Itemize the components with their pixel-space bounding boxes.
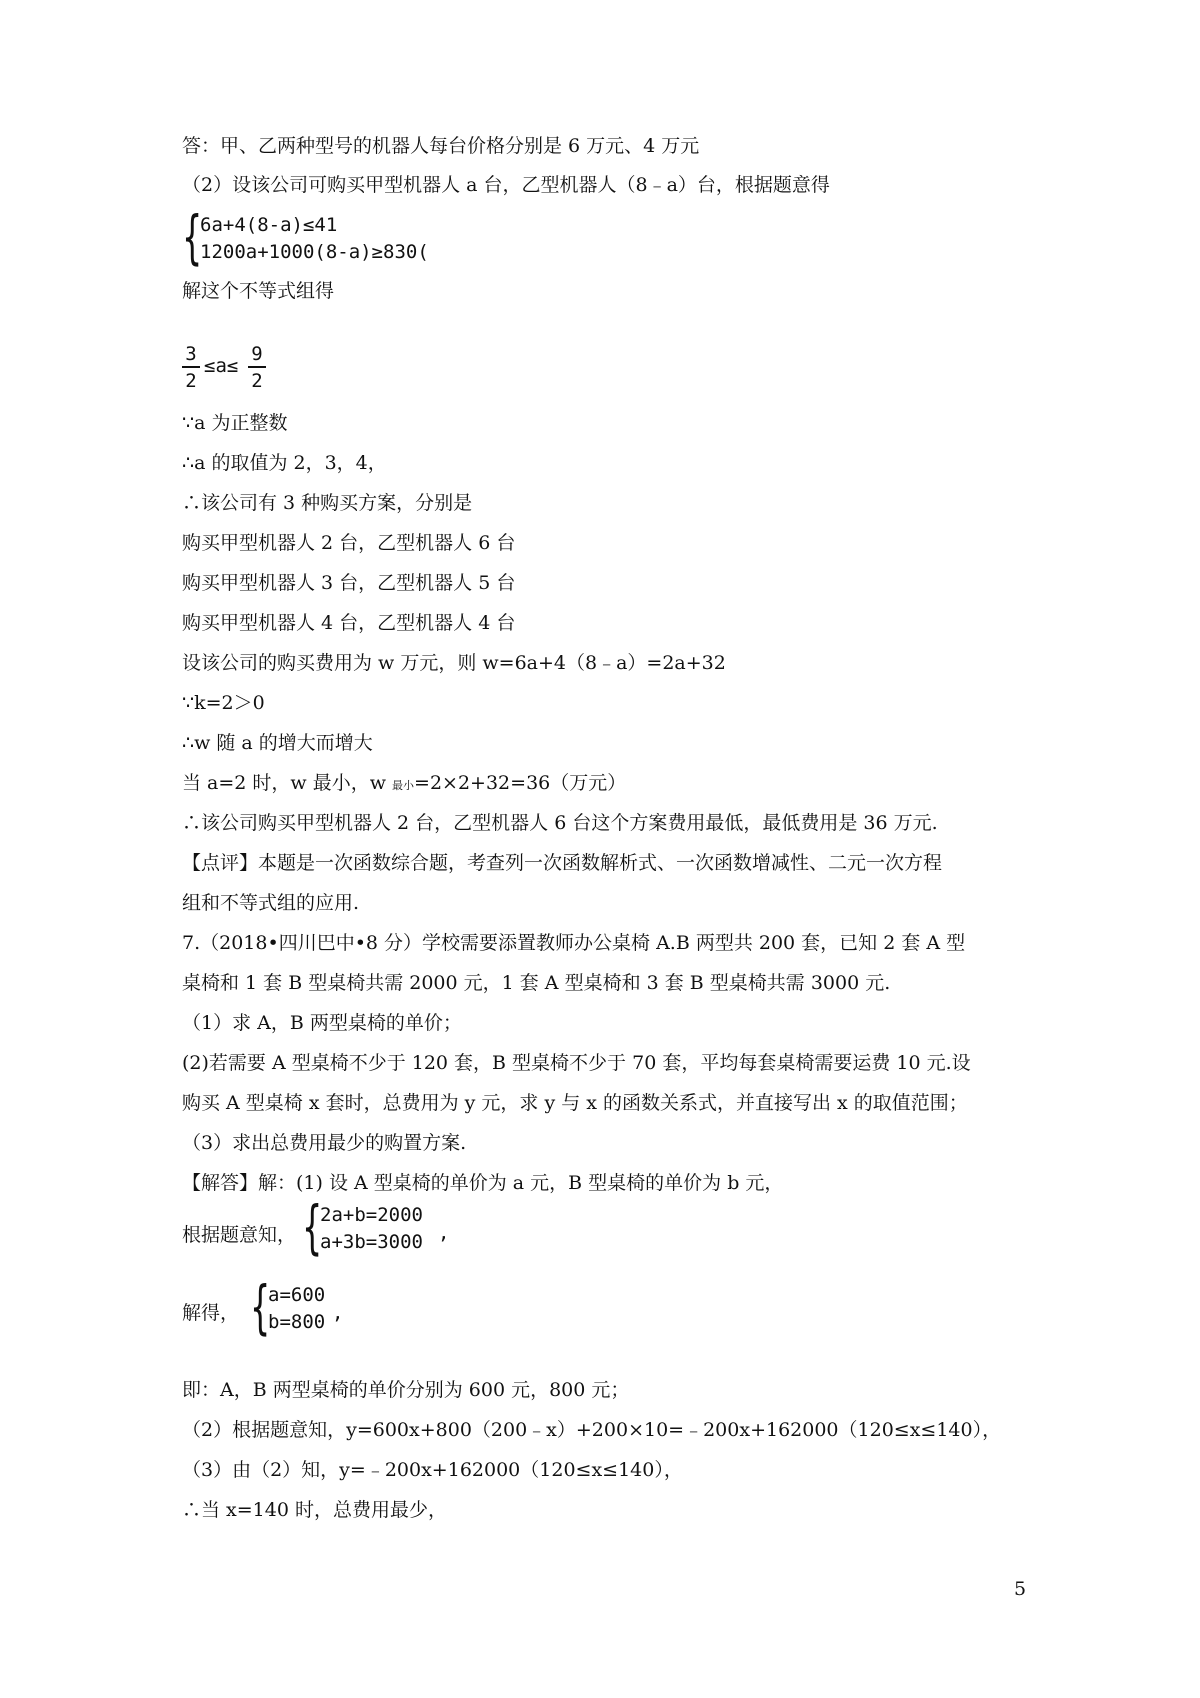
text-span: 当 a=2 时，w 最小，w bbox=[182, 772, 393, 794]
system-row-2: 1200a+1000(8-a)≥830( bbox=[200, 241, 429, 263]
text-line: 购买甲型机器人 2 台，乙型机器人 6 台 bbox=[182, 532, 516, 554]
problem-7-line: 桌椅和 1 套 B 型桌椅共需 2000 元，1 套 A 型桌椅和 3 套 B 型桌椅共需 3000 元. bbox=[182, 972, 891, 994]
text-span: =2×2+32=36（万元） bbox=[414, 772, 627, 794]
text-line: 根据题意知， bbox=[182, 1224, 297, 1246]
system-brace: { bbox=[302, 1193, 323, 1261]
text-line: 设该公司的购买费用为 w 万元，则 w=6a+4（8﹣a）=2a+32 bbox=[182, 652, 726, 674]
text-line bbox=[182, 770, 626, 799]
system-brace: { bbox=[182, 203, 203, 271]
text-line: ∴当 x=140 时，总费用最少， bbox=[182, 1499, 447, 1521]
problem-7-line: (2)若需要 A 型桌椅不少于 120 套，B 型桌椅不少于 70 套，平均每套桌椅需要运费 10 元.设 bbox=[182, 1052, 971, 1074]
text-line: ∴w 随 a 的增大而增大 bbox=[182, 732, 373, 754]
text-line: ∴该公司购买甲型机器人 2 台，乙型机器人 6 台这个方案费用最低，最低费用是 36 万元. bbox=[182, 812, 938, 834]
system-comma: , bbox=[438, 1222, 450, 1244]
solve-system-line: 解这个不等式组得 bbox=[182, 280, 335, 302]
problem-7-line: 7.（2018•四川巴中•8 分）学校需要添置教师办公桌椅 A.B 两型共 200 套，已知 2 套 A 型 bbox=[182, 932, 966, 954]
problem-7-line: 购买 A 型桌椅 x 套时，总费用为 y 元，求 y 与 x 的函数关系式，并直接写出 x 的取值范围； bbox=[182, 1092, 968, 1114]
page-number: 5 bbox=[1014, 1578, 1027, 1600]
solution-line: 【解答】解：(1) 设 A 型桌椅的单价为 a 元，B 型桌椅的单价为 b 元， bbox=[182, 1172, 784, 1194]
fraction-denominator: 2 bbox=[251, 370, 263, 392]
system-comma: , bbox=[332, 1302, 344, 1324]
text-line: 解得， bbox=[182, 1302, 240, 1324]
part2-setup-line: （2）设该公司可购买甲型机器人 a 台，乙型机器人（8﹣a）台，根据题意得 bbox=[182, 174, 830, 196]
text-line: ∵a 为正整数 bbox=[182, 412, 288, 434]
system-row-1: 6a+4(8-a)≤41 bbox=[200, 214, 338, 236]
system-row-1: 2a+b=2000 bbox=[320, 1204, 423, 1226]
system-brace: { bbox=[250, 1273, 271, 1341]
text-line: （3）由（2）知，y=﹣200x+162000（120≤x≤140）， bbox=[182, 1459, 683, 1481]
comment-line: 【点评】本题是一次函数综合题，考查列一次函数解析式、一次函数增减性、二元一次方程 bbox=[182, 852, 943, 874]
system-row-2: a+3b=3000 bbox=[320, 1231, 423, 1253]
system-row-1: a=600 bbox=[268, 1284, 326, 1306]
subscript: 最小 bbox=[392, 779, 415, 792]
text-line: 购买甲型机器人 3 台，乙型机器人 5 台 bbox=[182, 572, 516, 594]
problem-7-line: （3）求出总费用最少的购置方案. bbox=[182, 1132, 467, 1154]
system-row-2: b=800 bbox=[268, 1311, 326, 1333]
text-line: 即：A，B 两型桌椅的单价分别为 600 元，800 元； bbox=[182, 1379, 630, 1401]
text-line: 购买甲型机器人 4 台，乙型机器人 4 台 bbox=[182, 612, 516, 634]
fraction-right bbox=[248, 342, 266, 392]
text-line: ∴该公司有 3 种购买方案，分别是 bbox=[182, 492, 473, 514]
fraction-denominator: 2 bbox=[185, 370, 197, 392]
inequality-middle: ≤a≤ bbox=[204, 355, 239, 377]
answer-line: 答：甲、乙两种型号的机器人每台价格分别是 6 万元、4 万元 bbox=[182, 135, 700, 157]
fraction-numerator: 9 bbox=[251, 343, 263, 365]
problem-7-line: （1）求 A，B 两型桌椅的单价； bbox=[182, 1012, 462, 1034]
fraction-numerator: 3 bbox=[185, 343, 197, 365]
comment-line: 组和不等式组的应用. bbox=[182, 892, 360, 914]
text-line: （2）根据题意知，y=600x+800（200﹣x）+200×10=﹣200x+162000（120≤x≤140）， bbox=[182, 1419, 1002, 1441]
fraction-left bbox=[182, 342, 200, 392]
text-line: ∴a 的取值为 2，3，4， bbox=[182, 452, 387, 474]
text-line: ∵k=2＞0 bbox=[182, 692, 265, 714]
